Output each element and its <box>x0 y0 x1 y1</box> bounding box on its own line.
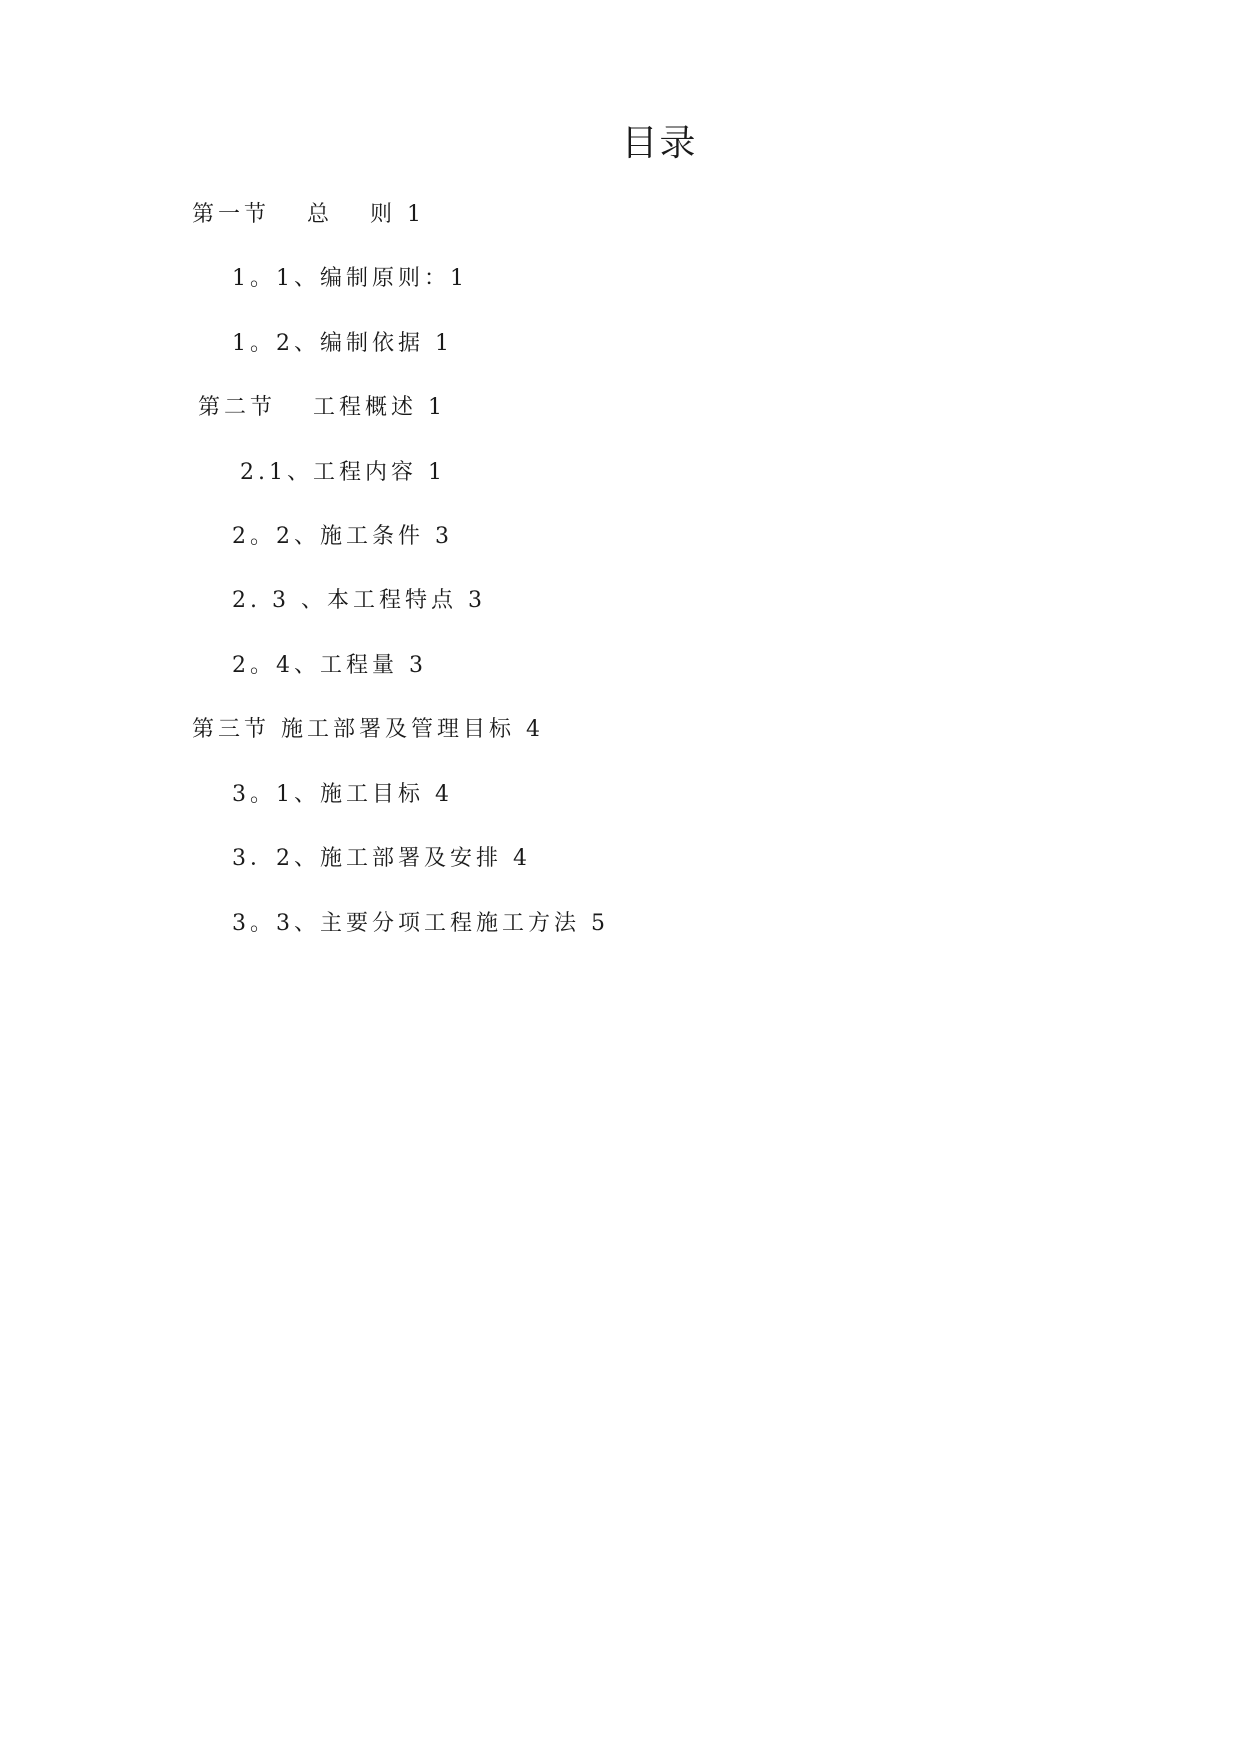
toc-entry-2-3: 2. 3 、本工程特点 3 <box>232 588 486 613</box>
toc-entry-2-1: 2.1、工程内容 1 <box>240 460 446 485</box>
toc-section-1: 第一节 总 则 1 <box>192 202 425 227</box>
toc-section-3: 第三节 施工部署及管理目标 4 <box>192 717 544 742</box>
toc-entry-3-2: 3．2、施工部署及安排 4 <box>232 846 531 871</box>
toc-entry-2-4: 2。4、工程量 3 <box>232 653 427 678</box>
page-title: 目录 <box>621 123 698 164</box>
toc-entry-1-1: 1。1、编制原则：1 <box>232 266 468 291</box>
toc-entry-1-2: 1。2、编制依据 1 <box>232 331 453 356</box>
toc-section-2: 第二节 工程概述 1 <box>198 395 446 420</box>
toc-entry-2-2: 2。2、施工条件 3 <box>232 524 453 549</box>
toc-entry-3-3: 3。3、主要分项工程施工方法 5 <box>232 911 609 936</box>
toc-entry-3-1: 3。1、施工目标 4 <box>232 782 453 807</box>
